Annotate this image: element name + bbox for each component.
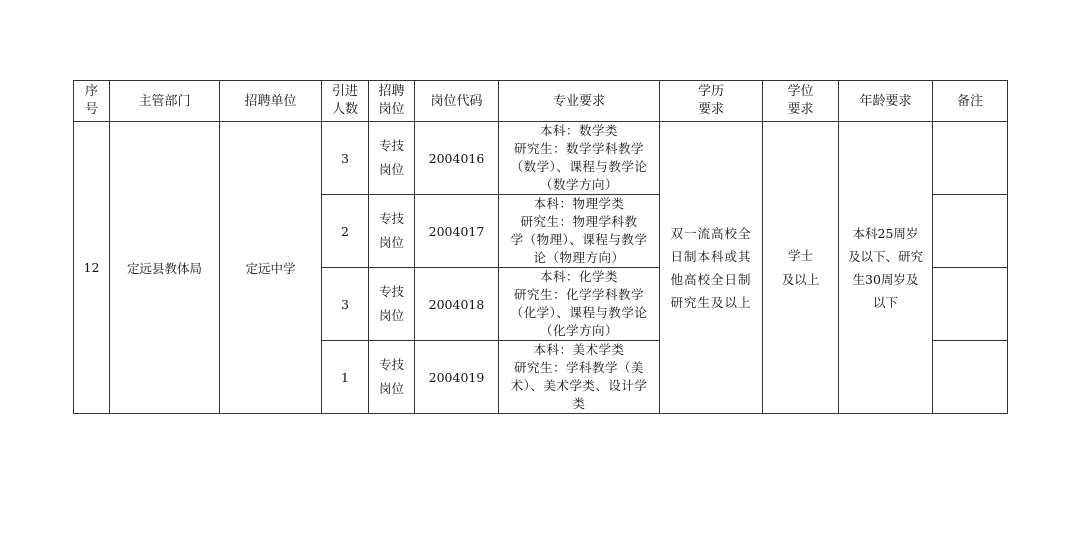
notes-cell bbox=[933, 195, 1008, 268]
header-seq-line: 序 bbox=[84, 84, 98, 99]
major-line: 学（物理）、课程与教学 bbox=[510, 232, 648, 247]
header-position-line: 岗位 bbox=[378, 102, 405, 117]
header-position bbox=[369, 81, 415, 122]
position-line: 岗位 bbox=[378, 162, 404, 177]
major-cell bbox=[499, 268, 660, 341]
degree-line: 及以上 bbox=[781, 271, 820, 287]
major-line: （数学方向） bbox=[539, 177, 618, 192]
degree-line: 学士 bbox=[787, 247, 813, 263]
age-cell bbox=[839, 122, 933, 414]
major-line: 论（物理方向） bbox=[533, 250, 625, 265]
age-line: 本科25周岁 bbox=[852, 225, 919, 241]
major-line: 研究生：物理学科教 bbox=[520, 214, 638, 229]
header-notes: 备注 bbox=[933, 81, 1008, 122]
major-line: 本科：化学类 bbox=[539, 269, 618, 284]
position-line: 专技 bbox=[378, 284, 404, 299]
headcount-cell: 1 bbox=[322, 341, 369, 414]
major-line: 研究生：化学学科教学 bbox=[513, 287, 644, 302]
header-seq-line: 号 bbox=[84, 102, 98, 117]
department-cell: 定远县教体局 bbox=[110, 122, 220, 414]
education-line: 日制本科或其 bbox=[670, 248, 752, 264]
degree-cell bbox=[763, 122, 839, 414]
header-department: 主管部门 bbox=[110, 81, 220, 122]
major-cell bbox=[499, 195, 660, 268]
code-cell: 2004017 bbox=[415, 195, 499, 268]
header-degree-line: 要求 bbox=[787, 102, 814, 117]
header-employer: 招聘单位 bbox=[220, 81, 322, 122]
position-line: 专技 bbox=[378, 211, 404, 226]
table-row bbox=[74, 122, 1008, 195]
headcount-cell: 2 bbox=[322, 195, 369, 268]
code-cell: 2004016 bbox=[415, 122, 499, 195]
notes-cell bbox=[933, 122, 1008, 195]
major-line: 本科：物理学类 bbox=[533, 196, 625, 211]
position-line: 专技 bbox=[378, 357, 404, 372]
major-line: 本科：数学类 bbox=[539, 123, 618, 138]
major-line: 研究生：学科教学（美 bbox=[513, 360, 644, 375]
notes-cell bbox=[933, 341, 1008, 414]
header-headcount-line: 引进 bbox=[331, 84, 358, 99]
notes-cell bbox=[933, 268, 1008, 341]
headcount-cell: 3 bbox=[322, 268, 369, 341]
major-cell bbox=[499, 122, 660, 195]
position-cell bbox=[369, 195, 415, 268]
header-age: 年龄要求 bbox=[839, 81, 933, 122]
code-cell: 2004018 bbox=[415, 268, 499, 341]
age-line: 及以下、研究 bbox=[847, 248, 923, 264]
header-code: 岗位代码 bbox=[415, 81, 499, 122]
major-cell bbox=[499, 341, 660, 414]
major-line: 研究生：数学学科教学 bbox=[513, 141, 644, 156]
header-major: 专业要求 bbox=[499, 81, 660, 122]
seq-cell: 12 bbox=[74, 122, 110, 414]
major-line: 本科：美术学类 bbox=[533, 342, 625, 357]
position-line: 岗位 bbox=[378, 308, 404, 323]
headcount-cell: 3 bbox=[322, 122, 369, 195]
age-line: 生30周岁及 bbox=[852, 271, 919, 287]
position-line: 专技 bbox=[378, 138, 404, 153]
position-line: 岗位 bbox=[378, 235, 404, 250]
recruitment-table bbox=[73, 80, 1008, 414]
header-headcount bbox=[322, 81, 369, 122]
header-education bbox=[660, 81, 763, 122]
education-cell bbox=[660, 122, 763, 414]
position-cell bbox=[369, 122, 415, 195]
header-education-line: 学历 bbox=[697, 84, 724, 99]
education-line: 他高校全日制 bbox=[670, 271, 752, 287]
header-headcount-line: 人数 bbox=[331, 102, 358, 117]
position-cell bbox=[369, 268, 415, 341]
major-line: 术）、美术学类、设计学 bbox=[510, 378, 648, 393]
education-line: 双一流高校全 bbox=[670, 225, 752, 241]
age-line: 以下 bbox=[872, 294, 898, 310]
code-cell: 2004019 bbox=[415, 341, 499, 414]
header-degree bbox=[763, 81, 839, 122]
header-row bbox=[74, 81, 1008, 122]
major-line: （化学方向） bbox=[539, 323, 618, 338]
education-line: 研究生及以上 bbox=[670, 294, 752, 310]
employer-cell: 定远中学 bbox=[220, 122, 322, 414]
major-line: （数学）、课程与教学论 bbox=[510, 159, 648, 174]
header-degree-line: 学位 bbox=[787, 84, 814, 99]
header-position-line: 招聘 bbox=[378, 84, 405, 99]
position-cell bbox=[369, 341, 415, 414]
position-line: 岗位 bbox=[378, 381, 404, 396]
header-seq bbox=[74, 81, 110, 122]
major-line: 类 bbox=[572, 396, 586, 411]
header-education-line: 要求 bbox=[697, 102, 724, 117]
major-line: （化学）、课程与教学论 bbox=[510, 305, 648, 320]
